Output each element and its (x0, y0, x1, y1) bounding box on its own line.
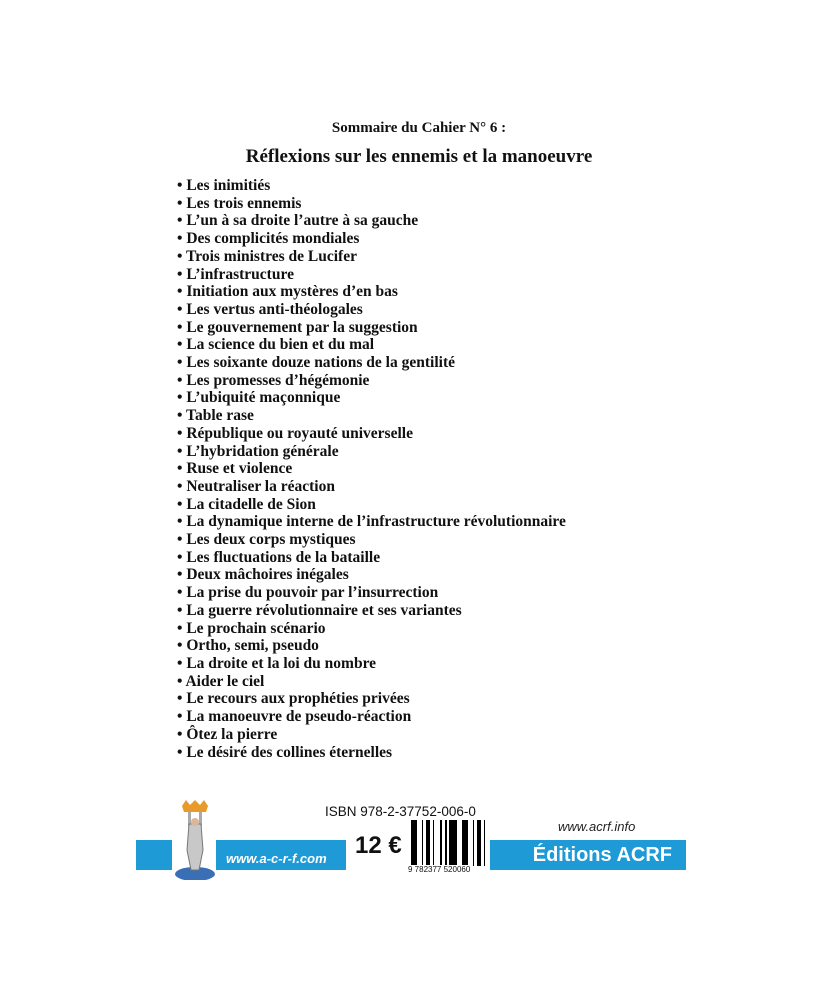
toc-item: • Les inimitiés (177, 177, 566, 195)
toc-item: • Le prochain scénario (177, 620, 566, 638)
toc-item: • Les deux corps mystiques (177, 531, 566, 549)
toc-item: • Les fluctuations de la bataille (177, 549, 566, 567)
toc-item: • Les vertus anti-théologales (177, 301, 566, 319)
price: 12 € (355, 832, 402, 859)
toc-item: • La citadelle de Sion (177, 496, 566, 514)
toc-item: • L’un à sa droite l’autre à sa gauche (177, 212, 566, 230)
barcode-bar (414, 820, 417, 866)
barcode-bar (426, 820, 429, 866)
toc-item: • L’infrastructure (177, 266, 566, 284)
barcode-bar (462, 820, 465, 866)
toc-item: • Ortho, semi, pseudo (177, 637, 566, 655)
toc-item: • L’ubiquité maçonnique (177, 389, 566, 407)
barcode-bar (452, 820, 454, 866)
toc-item: • Les trois ennemis (177, 195, 566, 213)
barcode-bar (440, 820, 442, 866)
toc-item: • La guerre révolutionnaire et ses variantes (177, 602, 566, 620)
toc-item: • Les soixante douze nations de la gentilité (177, 354, 566, 372)
barcode-bar (411, 820, 414, 866)
toc-item: • Deux mâchoires inégales (177, 566, 566, 584)
toc-item: • Neutraliser la réaction (177, 478, 566, 496)
toc-item: • Ôtez la pierre (177, 726, 566, 744)
barcode-bar (449, 820, 452, 866)
table-of-contents (177, 177, 566, 761)
toc-item: • Le gouvernement par la suggestion (177, 319, 566, 337)
subtitle: Sommaire du Cahier N° 6 : (331, 120, 507, 136)
toc-item: • Trois ministres de Lucifer (177, 248, 566, 266)
barcode-bar (473, 820, 474, 866)
barcode-bar (422, 820, 423, 866)
barcode-bar (429, 820, 430, 866)
toc-item: • Le désiré des collines éternelles (177, 744, 566, 762)
toc-item: • Table rase (177, 407, 566, 425)
toc-item: • La droite et la loi du nombre (177, 655, 566, 673)
toc-item: • Le recours aux prophéties privées (177, 690, 566, 708)
isbn: ISBN 978-2-37752-006-0 (325, 804, 476, 819)
page-title: Réflexions sur les ennemis et la manoeuvre (245, 146, 593, 167)
website-link-left[interactable]: www.a-c-r-f.com (216, 840, 346, 870)
publisher-name: Éditions ACRF (490, 840, 686, 870)
toc-item: • L’hybridation générale (177, 443, 566, 461)
toc-item: • La manoeuvre de pseudo-réaction (177, 708, 566, 726)
barcode-bar (477, 820, 480, 866)
toc-item: • Des complicités mondiales (177, 230, 566, 248)
toc-item: • République ou royauté universelle (177, 425, 566, 443)
toc-item: • Initiation aux mystères d’en bas (177, 283, 566, 301)
toc-item: • Les promesses d’hégémonie (177, 372, 566, 390)
toc-item: • Aider le ciel (177, 673, 566, 691)
website-link-right[interactable]: www.acrf.info (558, 819, 636, 834)
toc-item: • La prise du pouvoir par l’insurrection (177, 584, 566, 602)
toc-item: • Ruse et violence (177, 460, 566, 478)
crowned-figure-logo (172, 800, 218, 880)
barcode-bar (480, 820, 481, 866)
toc-item: • La science du bien et du mal (177, 336, 566, 354)
barcode-bar (465, 820, 468, 866)
barcode-bar (433, 820, 434, 866)
blue-band-left (136, 840, 172, 870)
barcode-bar (454, 820, 457, 866)
barcode-number: 9 782377 520060 (408, 865, 471, 874)
barcode-bar (445, 820, 447, 866)
barcode-bar (484, 820, 485, 866)
toc-item: • La dynamique interne de l’infrastructure révolutionnaire (177, 513, 566, 531)
